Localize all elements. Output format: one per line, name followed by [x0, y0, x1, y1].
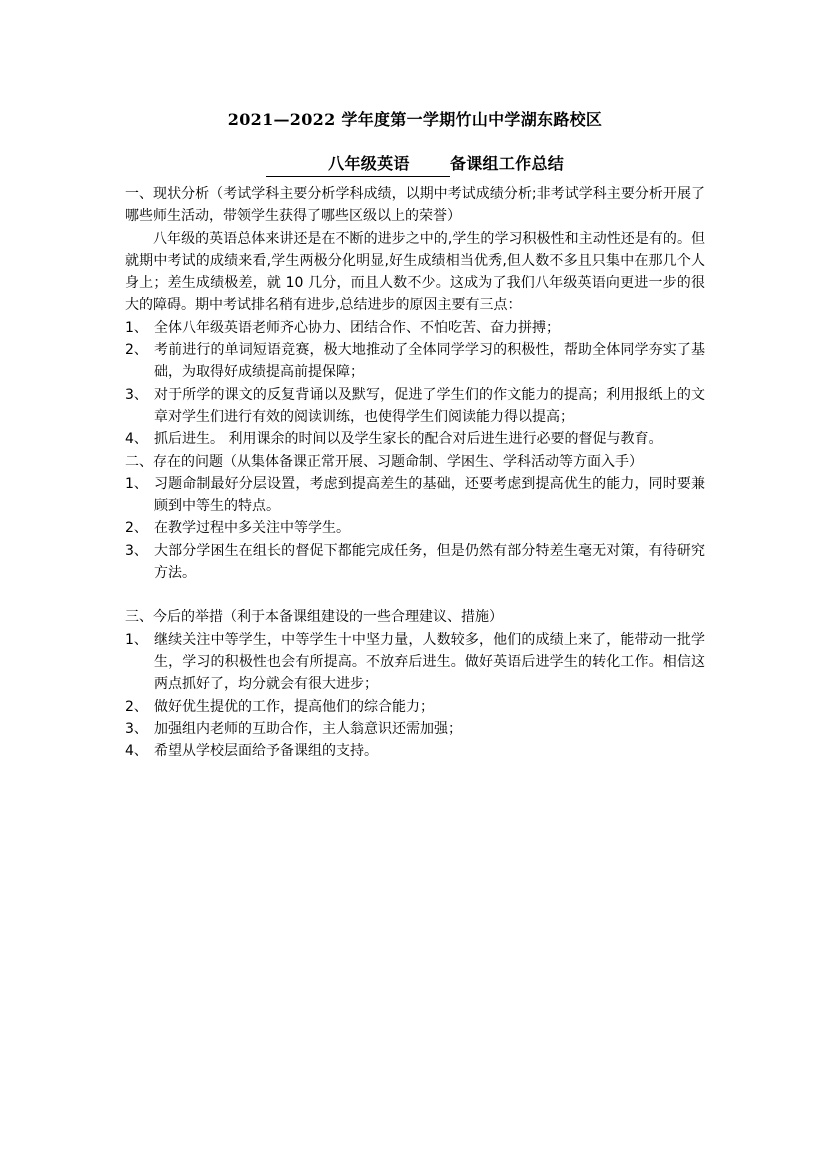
list-number: 1、: [125, 631, 148, 648]
list-item: [125, 428, 705, 450]
list-item: [125, 740, 705, 762]
list-item: [125, 317, 705, 339]
list-item: [125, 339, 705, 384]
list-text: 对于所学的课文的反复背诵以及默写，促进了学生们的作文能力的提高；利用报纸上的文章对学生们进行有效的阅读训练，也使得学生们阅读能力得以提高；: [154, 386, 705, 425]
list-number: 4、: [125, 743, 148, 760]
list-number: 1、: [125, 475, 148, 492]
list-number: 2、: [125, 520, 148, 537]
list-number: 2、: [125, 698, 148, 715]
list-text: 在教学过程中多关注中等学生。: [154, 520, 350, 537]
list-item: [125, 696, 705, 718]
list-number: 4、: [125, 431, 148, 448]
list-text: 继续关注中等学生，中等学生十中坚力量，人数较多，他们的成绩上来了，能带动一批学生，学习的积极性也会有所提高。不放弃后进生。做好英语后进学生的转化工作。相信这两点抓好了，均分就会有很大进步；: [154, 631, 705, 693]
list-number: 2、: [125, 342, 148, 359]
spacer: [125, 584, 705, 606]
list-text: 抓后进生。 利用课余的时间以及学生家长的配合对后进生进行必要的督促与教育。: [154, 431, 663, 448]
subject-blank: 八年级英语: [266, 152, 450, 177]
section3-list: [125, 629, 705, 763]
list-number: 3、: [125, 386, 148, 403]
section2-list: [125, 473, 705, 584]
document-title: 2021—2022 学年度第一学期竹山中学湖东路校区: [227, 110, 603, 129]
section1-heading: 一、现状分析（考试学科主要分析学科成绩，以期中考试成绩分析;非考试学科主要分析开展了哪些师生活动，带领学生获得了哪些区级以上的荣誉）: [125, 186, 705, 225]
list-text: 加强组内老师的互助合作，主人翁意识还需加强；: [154, 720, 462, 737]
list-text: 做好优生提优的工作，提高他们的综合能力；: [154, 698, 434, 715]
section1-list: [125, 317, 705, 451]
list-item: [125, 384, 705, 429]
list-item: [125, 629, 705, 696]
list-number: 3、: [125, 720, 148, 737]
list-item: [125, 517, 705, 539]
list-text: 大部分学困生在组长的督促下都能完成任务，但是仍然有部分特差生毫无对策，有待研究方法。: [154, 542, 705, 582]
list-item: [125, 473, 705, 518]
list-number: 3、: [125, 542, 148, 559]
subtitle-rest: 备课组工作总结: [449, 154, 565, 173]
section2-heading: 二、存在的问题（从集体备课正常开展、习题命制、学困生、学科活动等方面入手）: [125, 453, 643, 470]
list-item: [125, 718, 705, 740]
document-subtitle: [125, 152, 705, 177]
list-text: 全体八年级英语老师齐心协力、团结合作、不怕吃苦、奋力拼搏；: [154, 319, 560, 336]
list-text: 希望从学校层面给予备课组的支持。: [154, 743, 378, 760]
document-page: [125, 108, 705, 762]
list-item: [125, 540, 705, 585]
list-number: 1、: [125, 319, 148, 336]
section3-heading: 三、今后的举措（利于本备课组建设的一些合理建议、措施）: [125, 609, 503, 626]
section1-paragraph: 八年级的英语总体来讲还是在不断的进步之中的,学生的学习积极性和主动性还是有的。但就期中考试的成绩来看,学生两极分化明显,好生成绩相当优秀,但人数不多且只集中在那几个人身上；差生成绩极差，就 10 几分，而且人数不少。这成为了我们八年级英语向更进一步的很大的障碍。期中考试排名稍有进步,总结进步的原因主要有三点：: [125, 230, 705, 314]
list-text: 习题命制最好分层设置，考虑到提高差生的基础，还要考虑到提高优生的能力，同时要兼顾到中等生的特点。: [154, 475, 705, 515]
list-text: 考前进行的单词短语竞赛，极大地推动了全体同学学习的积极性，帮助全体同学夯实了基础，为取得好成绩提高前提保障；: [154, 342, 705, 381]
